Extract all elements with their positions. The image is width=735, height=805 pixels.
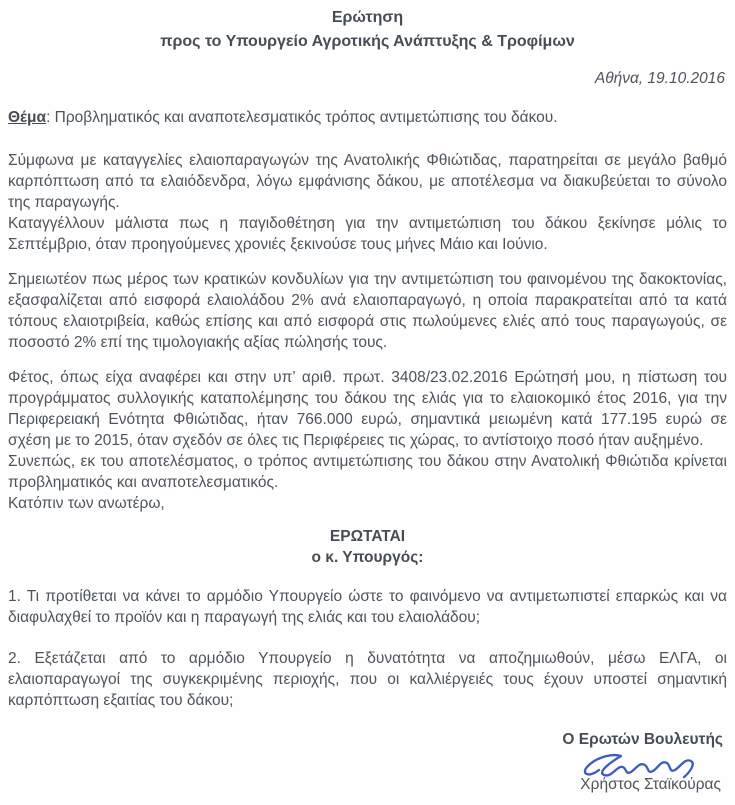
paragraph-group-2 xyxy=(8,269,727,353)
signatory-role: Ο Ερωτών Βουλευτής xyxy=(562,731,723,748)
document-title: Ερώτηση xyxy=(331,9,404,26)
dateline: Αθήνα, 19.10.2016 xyxy=(594,70,725,87)
closing-line: Κατόπιν των ανωτέρω, xyxy=(8,495,165,512)
ask-heading: ΕΡΩΤΑΤΑΙ xyxy=(329,528,406,545)
paragraph: Συνεπώς, εκ του αποτελέσματος, ο τρόπος αντιμετώπισης του δάκου στην Ανατολική Φθιώτιδα κρίνεται προβληματικός και αναποτελεσματικός. xyxy=(8,453,727,491)
paragraph: Καταγγέλλουν μάλιστα πως η παγιδοθέτηση για την αντιμετώπιση του δάκου ξεκίνησε μόλις το Σεπτέμβριο, όταν προηγούμενες χρονιές ξεκινούσε τους μήνες Μάιο και Ιούνιο. xyxy=(8,215,727,253)
signatory-name: Χρήστος Σταϊκούρας xyxy=(580,776,721,793)
question-1: 1. Τι προτίθεται να κάνει το αρμόδιο Υπουργείο ώστε το φαινόμενο να αντιμετωπιστεί επαρκώς και να διαφυλαχθεί το προϊόν και η παραγωγή της ελιάς και του ελαιολάδου; xyxy=(8,588,727,626)
paragraph-group-3 xyxy=(8,367,727,514)
question-2: 2. Εξετάζεται από το αρμόδιο Υπουργείο η δυνατότητα να αποζημιωθούν, μέσω ΕΛΓΑ, οι ελαιοπαραγωγοί της συγκεκριμένης περιοχής, που οι καλλιέργειές τους έχουν υποστεί σημαντική καρπόπτωση εξαιτίας του δάκου; xyxy=(8,650,727,709)
paragraph: Σύμφωνα με καταγγελίες ελαιοπαραγωγών της Ανατολικής Φθιώτιδας, παρατηρείται σε μεγάλο βαθμό καρπόπτωση από τα ελαιόδενδρα, λόγω εμφάνισης δάκου, με αποτέλεσμα να διακυβεύεται το σύνολο της παραγωγής. xyxy=(8,152,727,211)
subject-line xyxy=(8,107,727,128)
paragraph: Φέτος, όπως είχα αναφέρει και στην υπ’ αριθ. πρωτ. 3408/23.02.2016 Ερώτησή μου, η πίστωση του προγράμματος συλλογικής καταπολέμησης του δάκου της ελιάς για το ελαιοκομικό έτος 2016, για την Περιφερειακή Ενότητα Φθιώτιδας, ήταν 766.000 ευρώ, σημαντικά μειωμένη κατά 177.195 ευρώ σε σχέση με το 2015, όταν σχεδόν σε όλες τις Περιφέρειες τις χώρας, το αντίστοιχο ποσό ήταν αυξημένο. xyxy=(8,369,727,449)
paragraph: Σημειωτέον πως μέρος των κρατικών κονδυλίων για την αντιμετώπιση του φαινομένου της δακοκτονίας, εξασφαλίζεται από εισφορά ελαιολάδου 2% ανά ελαιοπαραγωγό, η οποία παρακρατείται από τα κατά τόπους ελαιοτριβεία, καθώς επίσης και από εισφορά στις πωλούμενες ελιές από τους παραγωγούς, σε ποσοστό 2% επί της τιμολογιακής αξίας πώλησής τους. xyxy=(8,271,727,351)
signature-block xyxy=(8,729,727,795)
subject-text: : Προβληματικός και αναποτελεσματικός τρόπος αντιμετώπισης του δάκου. xyxy=(46,109,558,126)
ask-subheading: ο κ. Υπουργός: xyxy=(311,549,424,566)
subject-label: Θέμα xyxy=(8,109,47,126)
paragraph-group-1 xyxy=(8,150,727,255)
document-recipient: προς το Υπουργείο Αγροτικής Ανάπτυξης & Τροφίμων xyxy=(160,33,575,50)
